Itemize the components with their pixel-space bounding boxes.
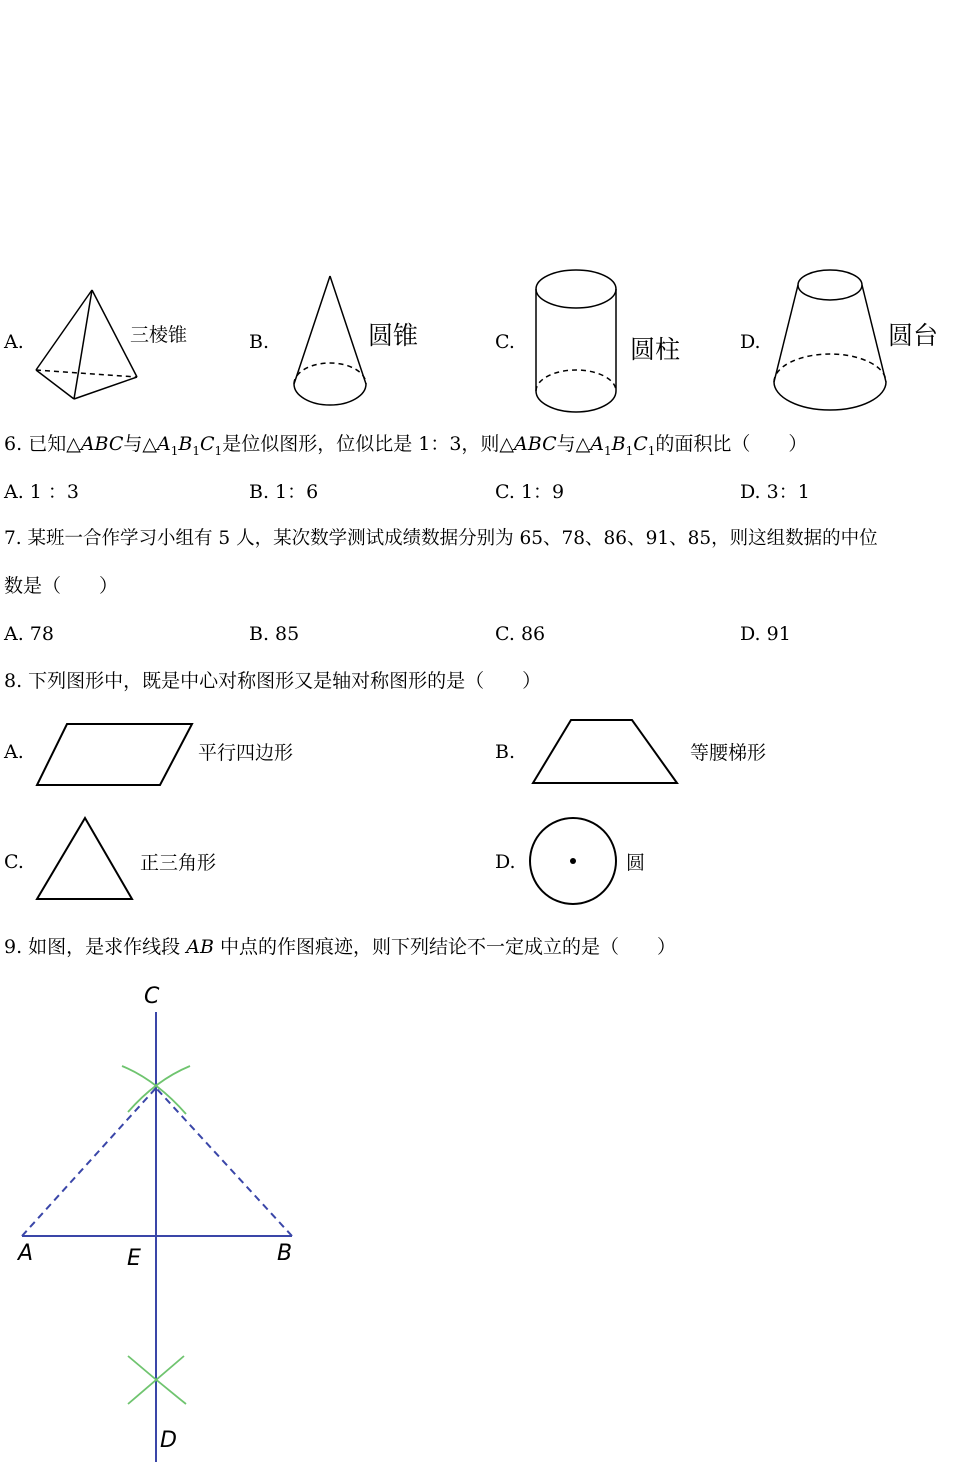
q8-option-a-name: 平行四边形 (198, 742, 294, 764)
q8-option-b-letter: B. (495, 741, 516, 763)
q5-option-d-name: 圆台 (888, 321, 939, 350)
point-label-e: E (127, 1246, 141, 1271)
q5-option-a-name: 三棱锥 (130, 324, 188, 346)
q7-option-a: A. 78 (4, 623, 54, 645)
q6-option-d: D. 3：1 (740, 481, 810, 503)
q5-option-c-letter: C. (495, 331, 515, 353)
q8-option-a-letter: A. (4, 741, 24, 763)
dashed-line-ac (22, 1088, 156, 1236)
q9-stem: 9. 如图，是求作线段 AB 中点的作图痕迹，则下列结论不一定成立的是（ ） (4, 936, 676, 958)
q8-option-c-name: 正三角形 (140, 852, 217, 874)
q7-option-c: C. 86 (495, 623, 546, 645)
q7-option-d: D. 91 (740, 623, 791, 645)
q5-option-d-letter: D. (740, 331, 761, 353)
q5-option-b-name: 圆锥 (368, 321, 419, 350)
point-label-a: A (18, 1241, 34, 1266)
q5-option-c-name: 圆柱 (630, 335, 681, 364)
q5-option-a-letter: A. (4, 331, 24, 353)
q6-option-b: B. 1：6 (249, 481, 319, 503)
dashed-line-bc (156, 1088, 292, 1236)
point-label-c: C (144, 984, 160, 1009)
q8-option-d-name: 圆 (626, 852, 646, 874)
q8-stem: 8. 下列图形中，既是中心对称图形又是轴对称图形的是（ ） (4, 670, 542, 692)
q8-option-b-name: 等腰梯形 (690, 742, 767, 764)
q6-option-a: A. 1 ：3 (4, 481, 80, 503)
point-label-d: D (160, 1428, 177, 1453)
point-label-b: B (277, 1241, 293, 1266)
q7-option-b: B. 85 (249, 623, 300, 645)
q5-option-b-letter: B. (249, 331, 270, 353)
q8-option-c-letter: C. (4, 851, 24, 873)
q6-stem: 6. 已知△ABC与$\triangle A_1B_1C_1$是位似图形，位似比是 1：3，则△ABC与$\triangle A_1B_1C_1$的面积比（ ） (4, 433, 808, 458)
q7-stem-line1: 7. 某班一合作学习小组有 5 人，某次数学测试成绩数据分别为 65、78、86、91、85，则这组数据的中位 (4, 528, 878, 549)
q8-option-d-letter: D. (495, 851, 516, 873)
q6-option-c: C. 1：9 (495, 481, 565, 503)
q7-stem-line2: 数是（ ） (4, 575, 119, 597)
